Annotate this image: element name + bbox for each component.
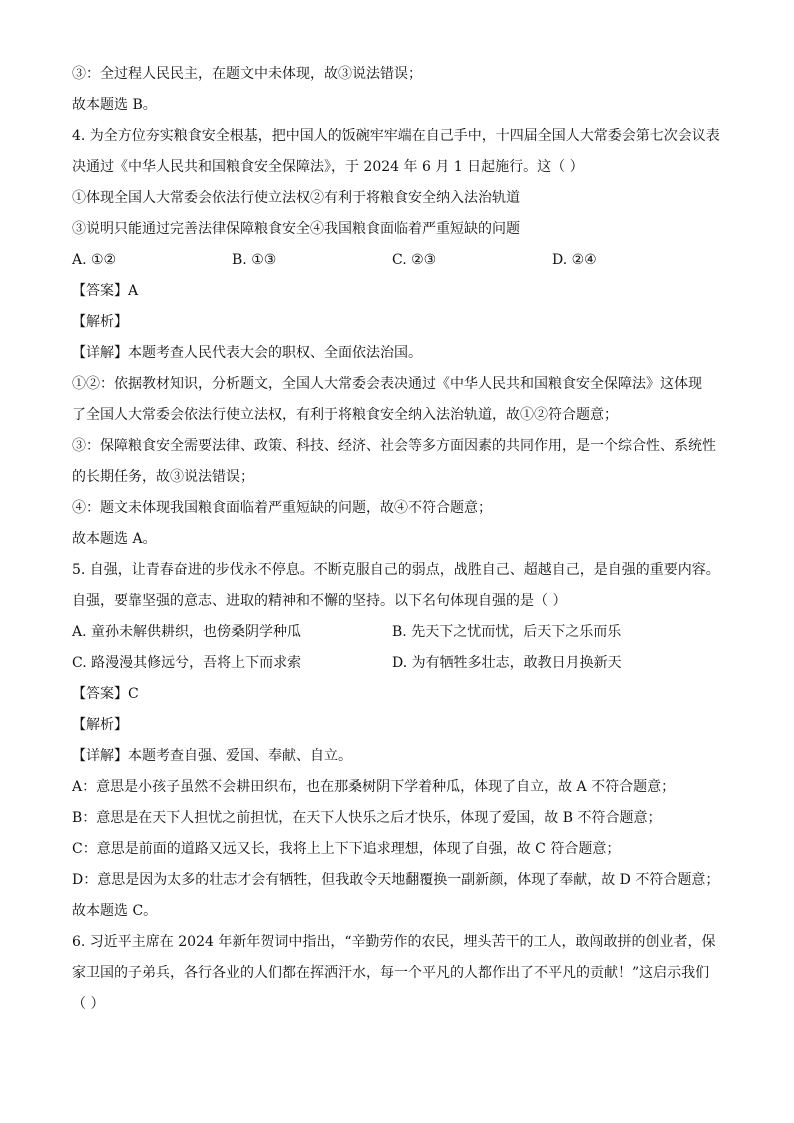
q5-stem-line-2: 自强，要靠坚强的意志、进取的精神和不懈的坚持。以下名句体现自强的是（ ） bbox=[72, 593, 567, 609]
q5-analysis-label: 【解析】 bbox=[72, 717, 128, 733]
q4-explanation-3: ④：题文未体现我国粮食面临着严重短缺的问题，故④不符合题意； bbox=[72, 500, 492, 516]
q5-answer: 【答案】C bbox=[72, 686, 139, 702]
q4-option-b: B. ①③ bbox=[232, 252, 277, 268]
q5-options-row-2 bbox=[72, 651, 732, 682]
q4-answer: 【答案】A bbox=[72, 283, 139, 299]
q5-options-row-1 bbox=[72, 620, 732, 651]
question-4 bbox=[72, 124, 732, 558]
q4-option-d: D. ②④ bbox=[552, 252, 597, 268]
q5-conclusion: 故本题选 C。 bbox=[72, 903, 158, 919]
q5-option-a: A. 童孙未解供耕织，也傍桑阴学种瓜 bbox=[72, 624, 302, 640]
q5-explanation-d: D：意思是因为太多的壮志才会有牺牲，但我敢令天地翻覆换一副新颜，体现了奉献，故 D 不符合题意； bbox=[72, 872, 720, 888]
question-5 bbox=[72, 558, 732, 930]
q5-stem-line-1: 5. 自强，让青春奋进的步伐永不停息。不断克服自己的弱点，战胜自己、超越自己，是自强的重要内容。 bbox=[72, 562, 720, 578]
document-page bbox=[72, 62, 732, 1023]
q4-stem-line-2: 决通过《中华人民共和国粮食安全保障法》，于 2024 年 6 月 1 日起施行。这（ ） bbox=[72, 159, 584, 175]
prev-explanation-3: ③：全过程人民民主，在题文中未体现，故③说法错误； bbox=[72, 66, 422, 82]
q4-option-a: A. ①② bbox=[72, 252, 117, 268]
q5-option-c: C. 路漫漫其修远兮，吾将上下而求索 bbox=[72, 655, 302, 671]
q4-statements-line-2: ③说明只能通过完善法律保障粮食安全④我国粮食面临着严重短缺的问题 bbox=[72, 221, 520, 237]
q5-explanation-c: C：意思是前面的道路又远又长，我将上上下下追求理想，体现了自强，故 C 符合题意； bbox=[72, 841, 621, 857]
question-6 bbox=[72, 930, 732, 1023]
q4-statements-line-1: ①体现全国人大常委会依法行使立法权②有利于将粮食安全纳入法治轨道 bbox=[72, 190, 520, 206]
q5-explanation-a: A：意思是小孩子虽然不会耕田织布，也在那桑树阴下学着种瓜，体现了自立，故 A 不符合题意； bbox=[72, 779, 676, 795]
q4-option-c: C. ②③ bbox=[392, 252, 437, 268]
q5-explanation-b: B：意思是在天下人担忧之前担忧，在天下人快乐之后才快乐，体现了爱国，故 B 不符合题意； bbox=[72, 810, 662, 826]
q5-detail: 【详解】本题考查自强、爱国、奉献、自立。 bbox=[72, 748, 352, 764]
q4-stem-line-1: 4. 为全方位夯实粮食安全根基，把中国人的饭碗牢牢端在自己手中，十四届全国人大常委会第七次会议表 bbox=[72, 128, 720, 144]
prev-conclusion: 故本题选 B。 bbox=[72, 97, 157, 113]
q6-stem-line-1: 6. 习近平主席在 2024 年新年贺词中指出，“辛勤劳作的农民，埋头苦干的工人，敢闯敢拼的创业者，保 bbox=[72, 934, 716, 950]
q5-option-b: B. 先天下之忧而忧，后天下之乐而乐 bbox=[392, 624, 622, 640]
q4-detail: 【详解】本题考查人民代表大会的职权、全面依法治国。 bbox=[72, 345, 422, 361]
q6-stem-line-3: （ ） bbox=[72, 996, 105, 1012]
q4-conclusion: 故本题选 A。 bbox=[72, 531, 157, 547]
q4-options bbox=[72, 248, 732, 279]
q4-explanation-1-line-1: ①②：依据教材知识，分析题文，全国人大常委会表决通过《中华人民共和国粮食安全保障法》这体现 bbox=[72, 376, 702, 392]
q4-explanation-2-line-1: ③：保障粮食安全需要法律、政策、科技、经济、社会等多方面因素的共同作用，是一个综合性、系统性 bbox=[72, 438, 716, 454]
q6-stem-line-2: 家卫国的子弟兵，各行各业的人们都在挥洒汗水，每一个平凡的人都作出了不平凡的贡献！”这启示我们 bbox=[72, 965, 710, 981]
q4-analysis-label: 【解析】 bbox=[72, 314, 128, 330]
q4-explanation-1-line-2: 了全国人大常委会依法行使立法权，有利于将粮食安全纳入法治轨道，故①②符合题意； bbox=[72, 407, 618, 423]
q4-explanation-2-line-2: 的长期任务，故③说法错误； bbox=[72, 469, 254, 485]
q5-option-d: D. 为有牺牲多壮志，敢教日月换新天 bbox=[392, 655, 622, 671]
